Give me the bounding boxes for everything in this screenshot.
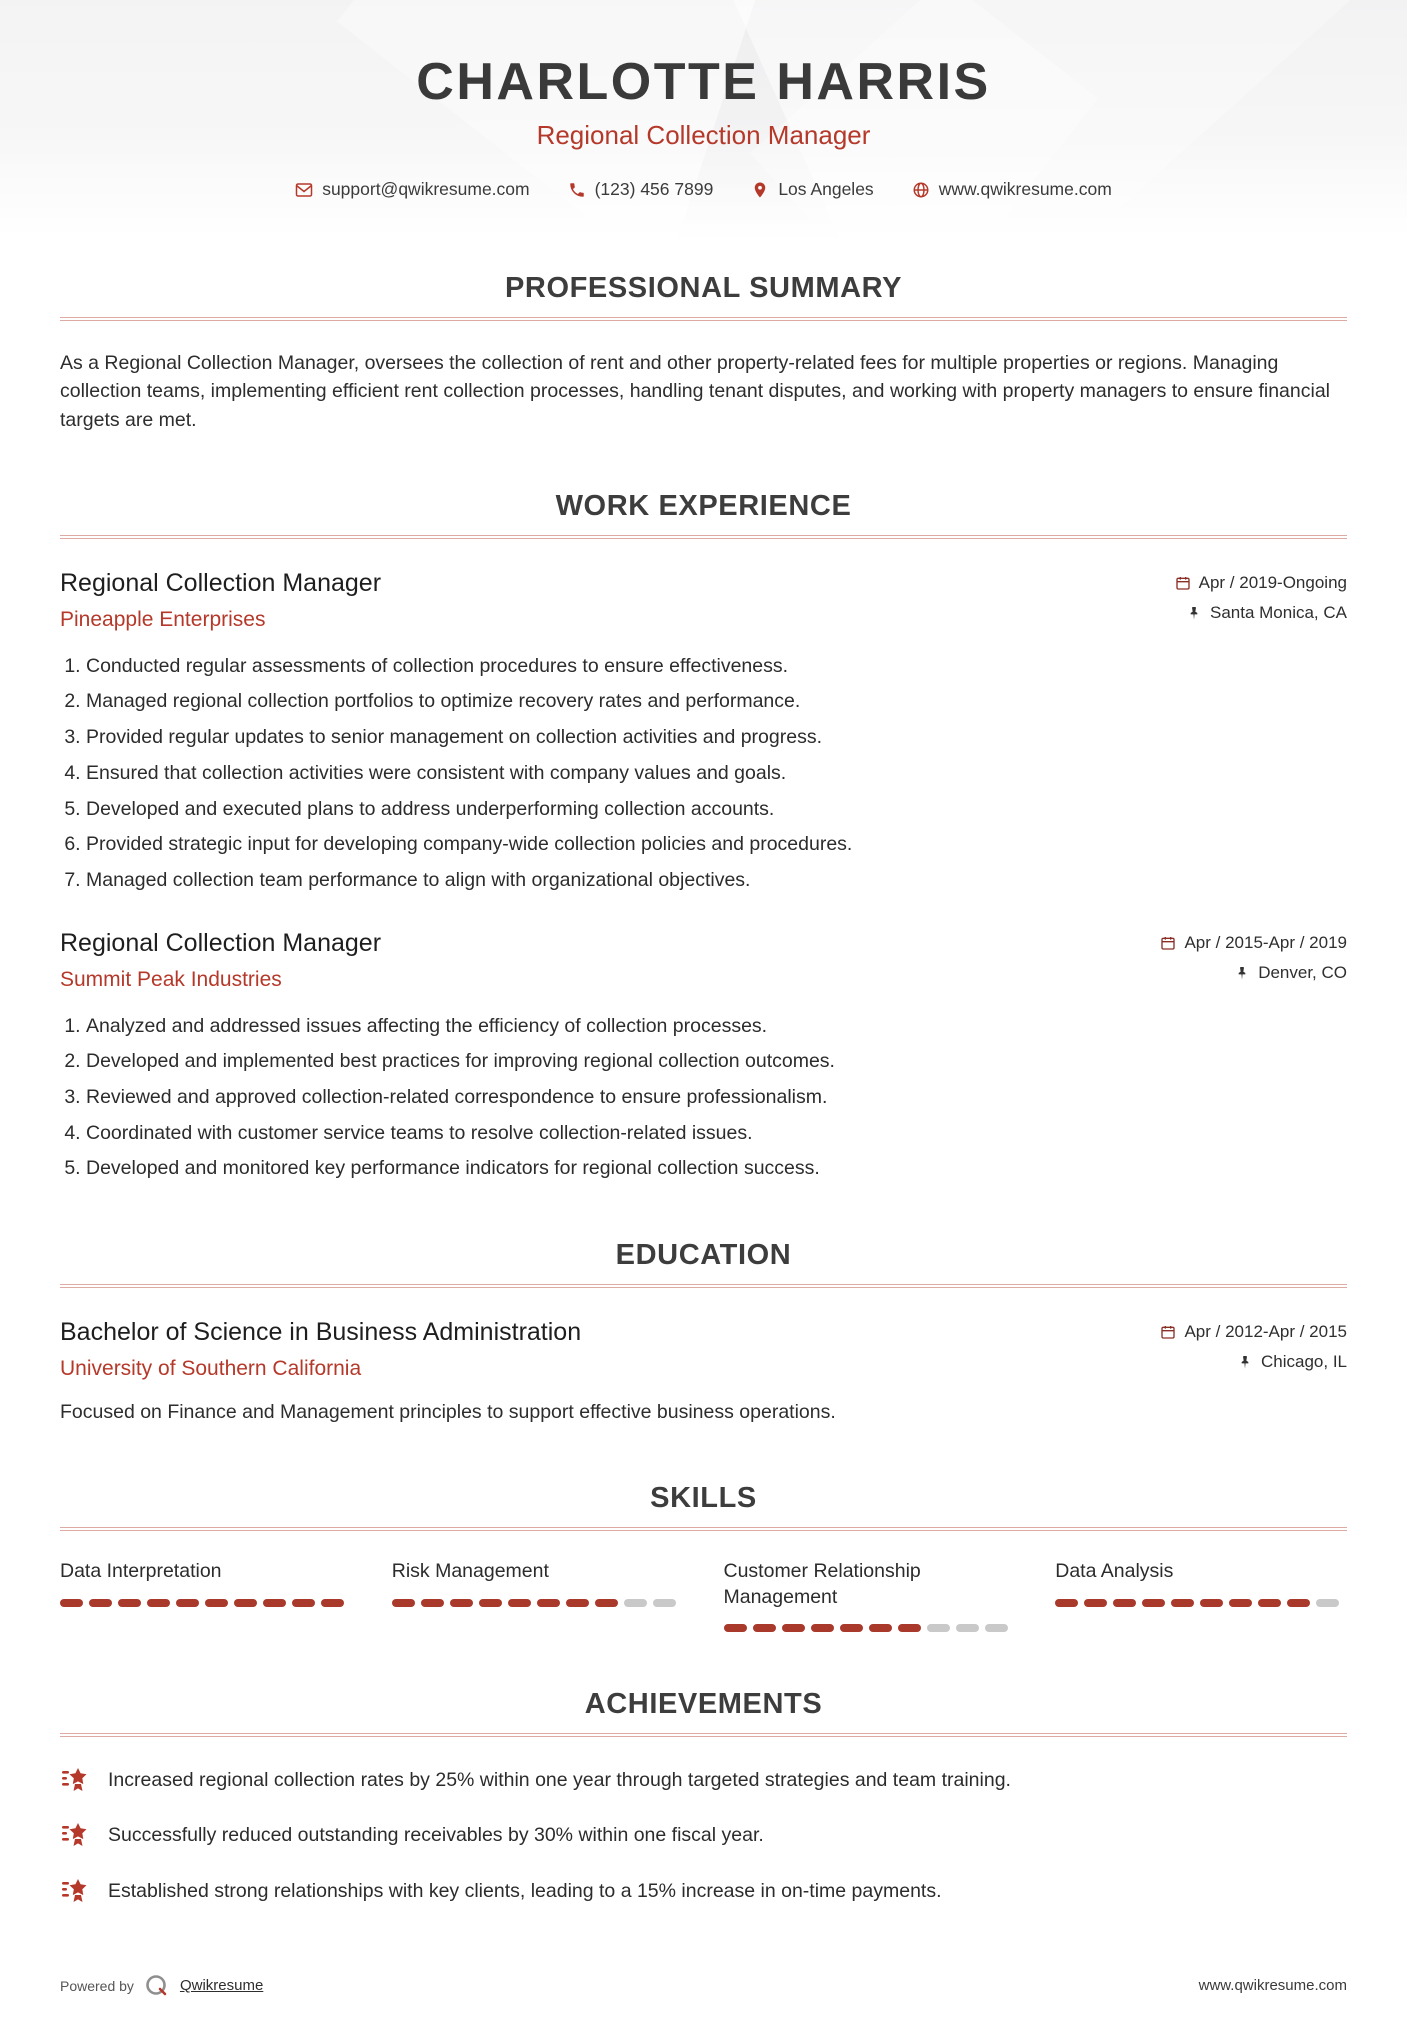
skill-item [724, 1559, 1016, 1632]
skill-item [392, 1559, 684, 1632]
summary-heading: PROFESSIONAL SUMMARY [504, 272, 903, 304]
calendar-icon [1160, 935, 1176, 951]
calendar-icon [1175, 575, 1191, 591]
job-bullet: 1. Analyzed and addressed issues affecting the efficiency of collection processes. [86, 1013, 1347, 1041]
education-meta [1160, 1318, 1347, 1382]
award-star-icon [60, 1876, 88, 1904]
contact-email[interactable] [295, 179, 529, 200]
skills-grid [60, 1559, 1347, 1632]
section-divider [60, 317, 1347, 321]
achievement-item [60, 1822, 1347, 1849]
job-location: Denver, CO [1258, 962, 1347, 982]
contact-phone-text: (123) 456 7899 [594, 179, 714, 199]
pushpin-icon [1234, 965, 1250, 981]
skill-item [1055, 1559, 1347, 1632]
job-meta [1160, 929, 1347, 993]
achievement-text: Successfully reduced outstanding receivables by 30% within one fiscal year. [108, 1824, 764, 1847]
envelope-icon [295, 181, 313, 199]
qwikresume-brand-link[interactable]: Qwikresume [179, 1977, 264, 1995]
contact-email-text: support@qwikresume.com [322, 179, 530, 199]
resume-body [0, 240, 1407, 1933]
skill-level-bar [60, 1599, 352, 1607]
achievements-list [60, 1767, 1347, 1905]
qwikresume-q-icon [144, 1973, 170, 1999]
job-bullet: 2. Developed and implemented best practices for improving regional collection outcomes. [86, 1048, 1347, 1076]
section-skills [60, 1482, 1347, 1632]
job-bullet: 4. Coordinated with customer service teams to resolve collection-related issues. [86, 1120, 1347, 1148]
job-bullet: 6. Provided strategic input for developing company-wide collection policies and procedures. [86, 831, 1347, 859]
skills-heading: SKILLS [650, 1482, 757, 1515]
award-star-icon [60, 1765, 88, 1793]
job-bullet: 5. Developed and executed plans to address underperforming collection accounts. [86, 796, 1347, 824]
contact-website-text: www.qwikresume.com [938, 179, 1112, 199]
education-degree: Bachelor of Science in Business Administration [60, 1318, 582, 1347]
education-entry [60, 1318, 1347, 1426]
job-dates: Apr / 2015-Apr / 2019 [1184, 932, 1347, 952]
skill-name: Risk Management [391, 1560, 549, 1583]
job-company: Pineapple Enterprises [60, 607, 266, 631]
section-divider [60, 1527, 1347, 1531]
section-achievements [60, 1688, 1347, 1905]
education-dates: Apr / 2012-Apr / 2015 [1184, 1322, 1347, 1342]
summary-text: As a Regional Collection Manager, oversees the collection of rent and other property-related fees for multiple properties or regions. Managing collection teams, implementing efficient rent collection processes, handling tenant disputes, and working with property managers to ensure financial targets are met. [60, 352, 1331, 431]
section-professional-summary [60, 272, 1347, 434]
achievement-text: Increased regional collection rates by 25% within one year through targeted strategies and team training. [108, 1769, 1011, 1791]
job-bullet: 3. Provided regular updates to senior management on collection activities and progress. [86, 724, 1347, 752]
education-description: Focused on Finance and Management principles to support effective business operations. [60, 1401, 836, 1424]
contact-location-text: Los Angeles [778, 179, 874, 199]
award-star-icon [60, 1820, 88, 1848]
pushpin-icon [1237, 1354, 1253, 1370]
section-work-experience [60, 490, 1347, 1183]
job-bullet: 2. Managed regional collection portfolios to optimize recovery rates and performance. [86, 688, 1347, 716]
job-title: Regional Collection Manager [60, 568, 382, 597]
job-bullet: 7. Managed collection team performance to align with organizational objectives. [86, 867, 1347, 895]
skill-item [60, 1559, 352, 1632]
page-footer [0, 1933, 1407, 2041]
resume-header [0, 0, 1407, 240]
job-bullet: 5. Developed and monitored key performance indicators for regional collection success. [86, 1155, 1347, 1183]
footer-website: www.qwikresume.com [1198, 1977, 1347, 1995]
job-location: Santa Monica, CA [1209, 602, 1347, 622]
skill-level-bar [1055, 1599, 1347, 1607]
skill-name: Data Interpretation [60, 1560, 222, 1583]
calendar-icon [1160, 1324, 1176, 1340]
section-education [60, 1239, 1347, 1426]
section-divider [60, 1284, 1347, 1288]
section-divider [60, 1733, 1347, 1737]
job-entry [60, 569, 1347, 895]
education-location: Chicago, IL [1261, 1352, 1347, 1372]
achievement-text: Established strong relationships with key clients, leading to a 15% increase in on-time payments. [108, 1879, 942, 1902]
phone-icon [568, 181, 586, 199]
candidate-name: CHARLOTTE HARRIS [416, 53, 991, 111]
map-pin-icon [751, 181, 769, 199]
globe-icon [912, 181, 930, 199]
achievement-item [60, 1767, 1347, 1794]
skill-level-bar [724, 1624, 1016, 1632]
job-title: Regional Collection Manager [60, 928, 382, 957]
contact-row [60, 179, 1347, 200]
job-bullet: 4. Ensured that collection activities were consistent with company values and goals. [86, 760, 1347, 788]
powered-by-label: Powered by [60, 1977, 134, 1994]
job-bullet: 3. Reviewed and approved collection-related correspondence to ensure professionalism. [86, 1084, 1347, 1112]
skill-name: Data Analysis [1055, 1560, 1174, 1583]
contact-phone [568, 179, 714, 200]
job-company: Summit Peak Industries [60, 967, 282, 991]
job-bullets [60, 1013, 1347, 1183]
work-heading: WORK EXPERIENCE [555, 489, 852, 522]
candidate-title: Regional Collection Manager [536, 120, 871, 150]
section-divider [60, 535, 1347, 539]
education-heading: EDUCATION [615, 1239, 792, 1272]
job-meta [1175, 569, 1347, 633]
achievements-heading: ACHIEVEMENTS [584, 1688, 823, 1720]
contact-website[interactable] [912, 179, 1112, 200]
education-school: University of Southern California [60, 1357, 362, 1381]
job-dates: Apr / 2019-Ongoing [1198, 572, 1347, 592]
job-bullet: 1. Conducted regular assessments of collection procedures to ensure effectiveness. [86, 653, 1347, 681]
job-bullets [60, 653, 1347, 895]
skill-name: Customer Relationship Management [723, 1560, 921, 1608]
job-entry [60, 929, 1347, 1183]
skill-level-bar [392, 1599, 684, 1607]
pushpin-icon [1186, 605, 1202, 621]
achievement-item [60, 1878, 1347, 1905]
contact-location [751, 179, 873, 200]
